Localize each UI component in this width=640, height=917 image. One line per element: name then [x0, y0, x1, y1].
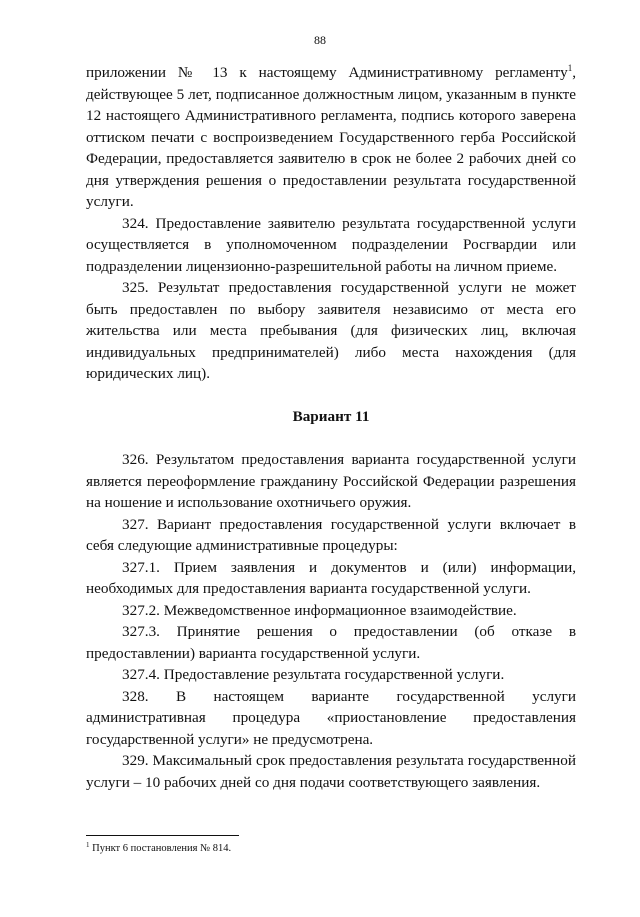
- paragraph-327-1: 327.1. Прием заявления и документов и (или) информации, необходимых для предоставления варианта государственной услуги.: [86, 558, 576, 597]
- paragraph-326: 326. Результатом предоставления варианта государственной услуги является переоформление гражданину Российской Федерации разрешения на ношение и использование охотничьего оружия.: [86, 451, 576, 511]
- footnote-reference: 1: [567, 63, 573, 73]
- page-number: 88: [314, 33, 326, 47]
- paragraph-324: 324. Предоставление заявителю результата государственной услуги осуществляется в уполномоченном подразделении Росгвардии или подразделении лицензионно-разрешительной работы на личном приеме.: [86, 214, 576, 275]
- paragraph-text: приложении № 13 к настоящему Административному регламенту: [86, 64, 568, 81]
- paragraph-329: 329. Максимальный срок предоставления результата государственной услуги – 10 рабочих дней со дня подачи соответствующего заявления.: [86, 752, 576, 791]
- footnote: [86, 842, 231, 856]
- paragraph-327-3: 327.3. Принятие решения о предоставлении (об отказе в предоставлении) варианта государственной услуги.: [86, 623, 576, 662]
- paragraph-text-continued: , действующее 5 лет, подписанное должностным лицом, указанным в пункте 12 настоящего Административного регламента, подпись которого заверена оттиском печати с воспроизведением Государственного герба Российской Федерации, предоставляется заявителю в срок не более 2 рабочих дней со дня утверждения решения о предоставлении результата государственной услуги.: [86, 64, 576, 210]
- paragraph-327-2: 327.2. Межведомственное информационное взаимодействие.: [122, 601, 517, 619]
- paragraph-continuation: [86, 62, 576, 213]
- footnote-text: Пункт 6 постановления № 814.: [92, 843, 232, 854]
- paragraph-327: 327. Вариант предоставления государственной услуги включает в себя следующие административные процедуры:: [86, 515, 576, 554]
- footnote-divider: [86, 835, 239, 836]
- paragraph-328: 328. В настоящем варианте государственной услуги административная процедура «приостановление предоставления государственной услуги» не предусмотрена.: [86, 687, 576, 748]
- paragraph-325: 325. Результат предоставления государственной услуги не может быть предоставлен по выбору заявителя независимо от места его жительства или места пребывания (для физических лиц, включая индивидуальных предпринимателей) либо места нахождения (для юридических лиц).: [86, 279, 576, 382]
- document-body: [86, 62, 576, 793]
- footnote-marker: 1: [86, 841, 90, 849]
- section-heading: Вариант 11: [292, 407, 370, 425]
- paragraph-327-4: 327.4. Предоставление результата государственной услуги.: [122, 666, 505, 683]
